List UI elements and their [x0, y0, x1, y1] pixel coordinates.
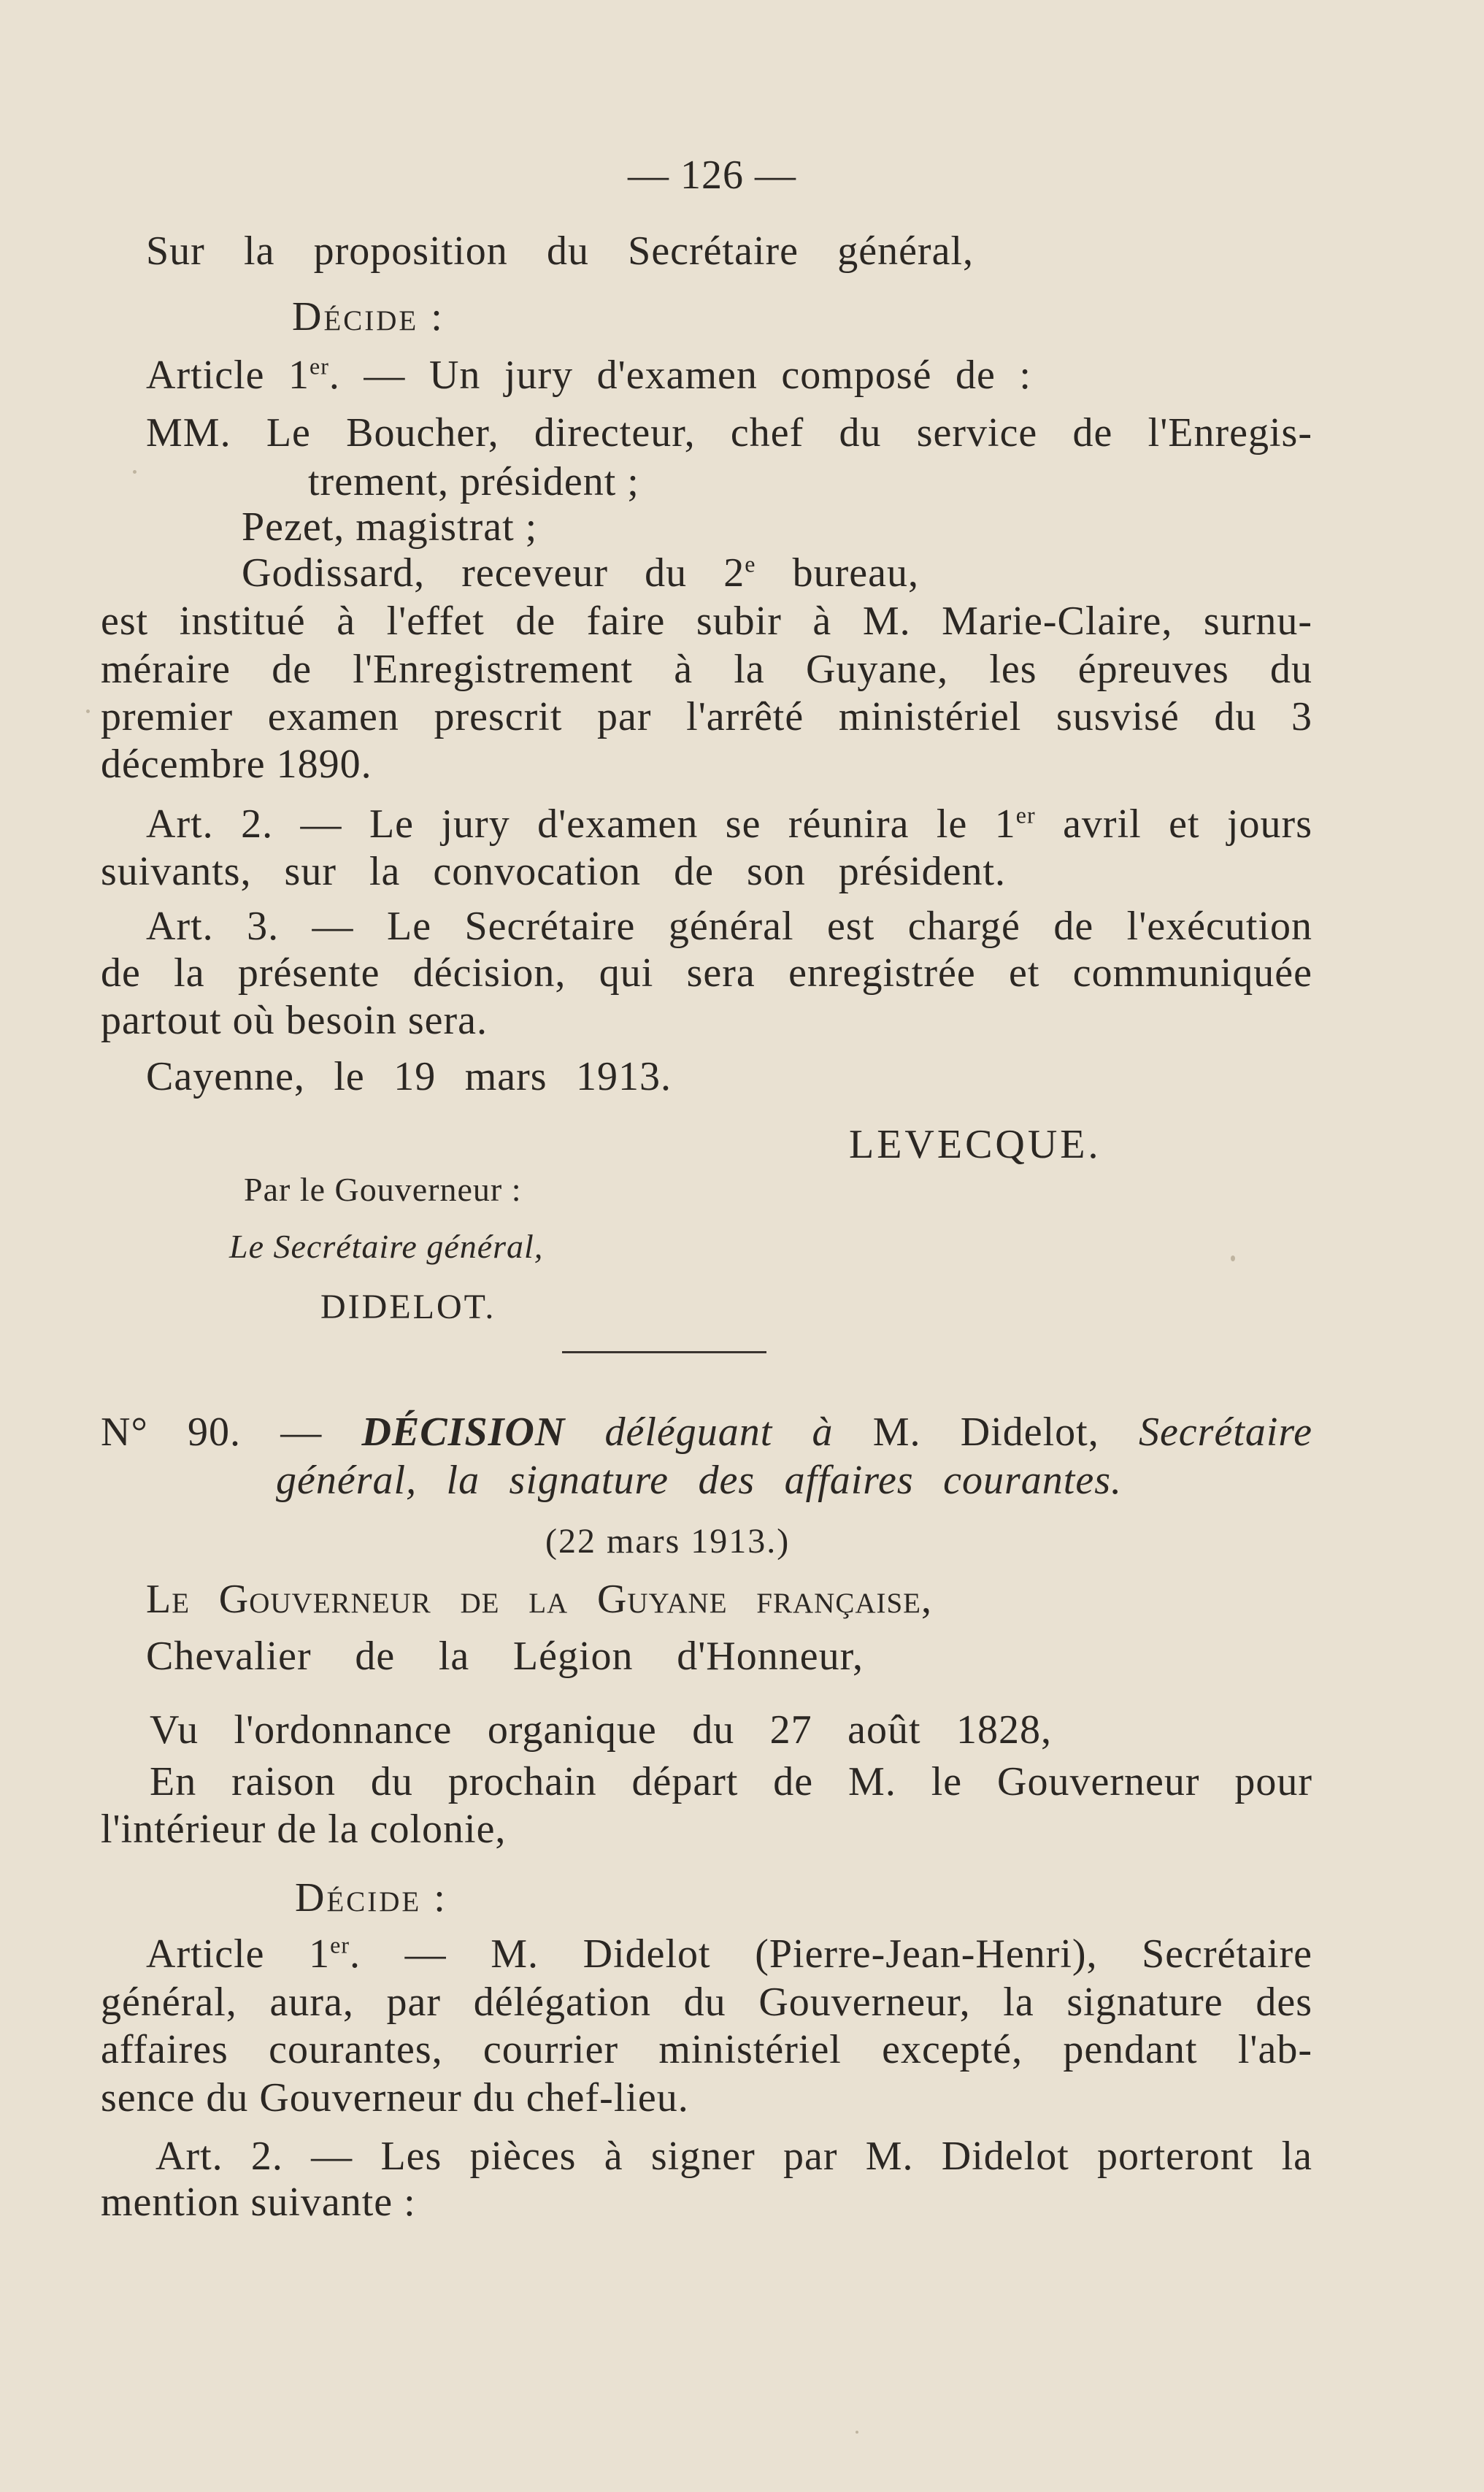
paper-speck — [856, 2431, 858, 2434]
decide-heading-2: Décide : — [295, 1875, 447, 1920]
secretaire-signature: DIDELOT. — [320, 1288, 496, 1326]
raison-line-1: En raison du prochain départ de M. le Gouverneur pour — [150, 1759, 1312, 1804]
article-2-line-1: Art. 2. — Le jury d'examen se réunira le 1er avril et jours — [146, 801, 1312, 847]
decide-heading: Décide : — [292, 294, 445, 339]
jury-member-1-continued: trement, président ; — [308, 459, 639, 504]
article-3-line-1: Art. 3. — Le Secrétaire général est chargé de l'exécution — [146, 904, 1312, 949]
article-3-line-2: de la présente décision, qui sera enregistrée et communiquée — [101, 950, 1312, 996]
vu-ordonnance: Vu l'ordonnance organique du 27 août 1828, — [150, 1707, 1052, 1753]
decision-90-date: (22 mars 1913.) — [545, 1522, 791, 1561]
decision-90-heading: N° 90. — DÉCISION déléguant à M. Didelot, Secrétaire — [101, 1410, 1312, 1455]
article-2-line-90-2: mention suivante : — [101, 2180, 416, 2225]
article-1-line-90-4: sence du Gouverneur du chef-lieu. — [101, 2075, 689, 2120]
paragraph-line-2: méraire de l'Enregistrement à la Guyane, les épreuves du — [101, 647, 1312, 692]
paragraph-line-3: premier examen prescrit par l'arrêté ministériel susvisé du 3 — [101, 694, 1312, 739]
jury-member-2: Pezet, magistrat ; — [242, 504, 538, 550]
article-1-line-90-3: affaires courantes, courrier ministériel excepté, pendant l'ab- — [101, 2027, 1312, 2072]
article-1-line: Article 1er. — Un jury d'examen composé de : — [146, 353, 1031, 398]
decision-90-heading-line-2: général, la signature des affaires courantes. — [276, 1458, 1122, 1503]
raison-line-2: l'intérieur de la colonie, — [101, 1807, 507, 1852]
article-1-line-90-2: général, aura, par délégation du Gouverneur, la signature des — [101, 1980, 1312, 2025]
paragraph-line-4: décembre 1890. — [101, 742, 372, 787]
page-number: — 126 — — [628, 153, 796, 198]
jury-member-3: Godissard, receveur du 2e bureau, — [242, 550, 919, 596]
place-date: Cayenne, le 19 mars 1913. — [146, 1054, 672, 1099]
paper-speck — [1231, 1255, 1235, 1261]
article-2-line-2: suivants, sur la convocation de son président. — [101, 849, 1006, 894]
paragraph-line-1: est institué à l'effet de faire subir à M. Marie-Claire, surnu- — [101, 599, 1312, 644]
governor-title-line-1: Le Gouverneur de la Guyane française, — [146, 1577, 932, 1622]
section-divider — [562, 1351, 766, 1353]
secretaire-general-title: Le Secrétaire général, — [229, 1228, 544, 1265]
article-1-line-90: Article 1er. — M. Didelot (Pierre-Jean-Henri), Secrétaire — [146, 1931, 1312, 1977]
proposition-line: Sur la proposition du Secrétaire général, — [146, 228, 974, 274]
governor-title-line-2: Chevalier de la Légion d'Honneur, — [146, 1634, 864, 1679]
signature-governor: LEVECQUE. — [849, 1122, 1102, 1167]
article-3-line-3: partout où besoin sera. — [101, 998, 488, 1043]
paper-speck — [133, 470, 137, 474]
article-2-line-90-1: Art. 2. — Les pièces à signer par M. Didelot porteront la — [155, 2134, 1312, 2179]
par-le-gouverneur: Par le Gouverneur : — [244, 1171, 522, 1208]
paper-speck — [86, 709, 90, 713]
jury-member-1: MM. Le Boucher, directeur, chef du service de l'Enregis- — [146, 410, 1312, 455]
